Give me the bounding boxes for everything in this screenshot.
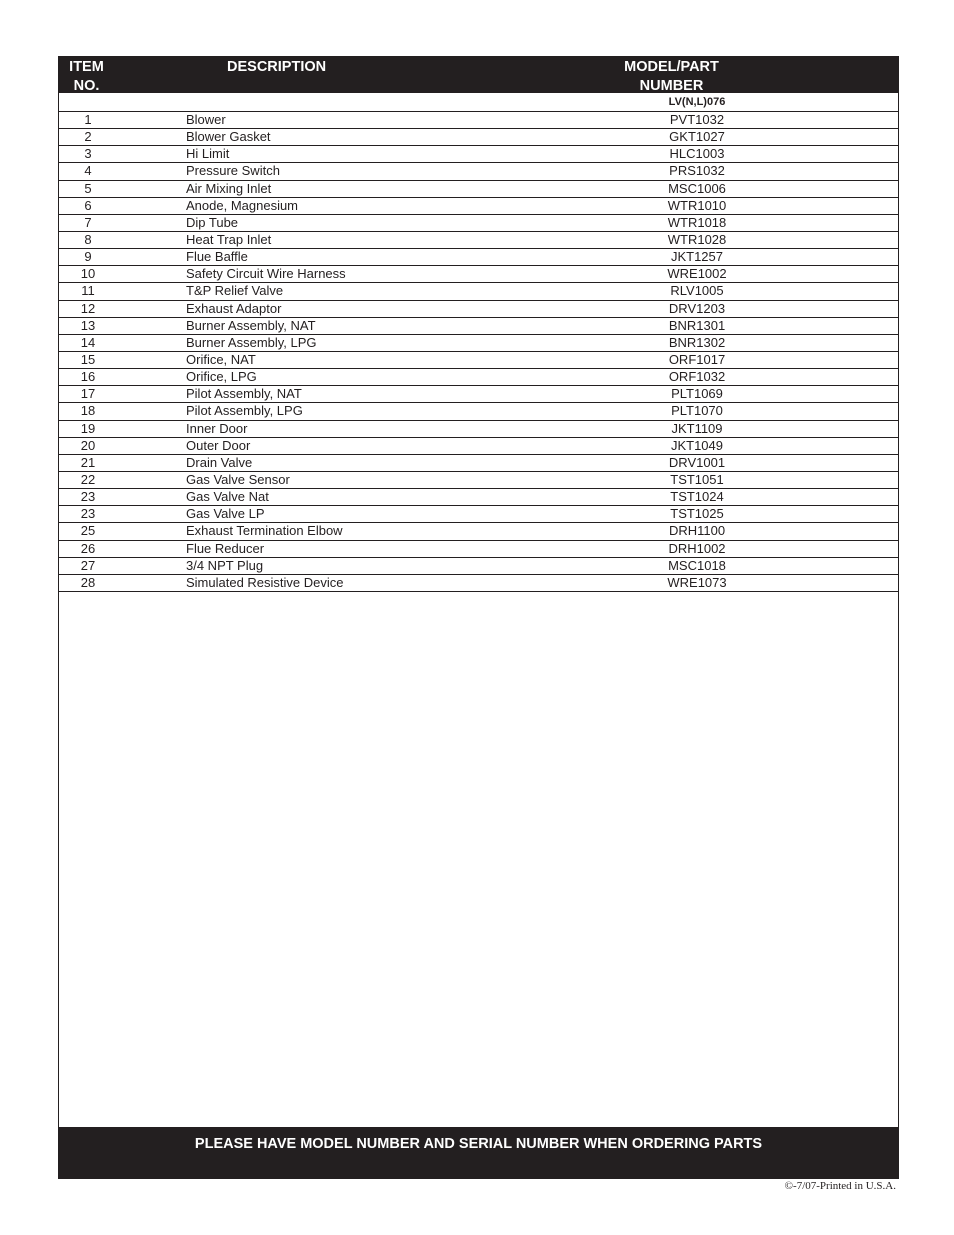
part-number: PLT1069: [671, 386, 723, 402]
item-number: 8: [84, 231, 92, 247]
part-number: MSC1006: [668, 180, 726, 196]
table-row: [59, 129, 898, 146]
part-number: HLC1003: [669, 146, 725, 162]
item-number: 5: [84, 180, 92, 196]
table-header: [59, 57, 898, 93]
part-description: T&P Relief Valve: [186, 283, 284, 299]
table-row: [59, 403, 898, 420]
table-row: [59, 335, 898, 352]
item-number: 26: [80, 540, 96, 556]
part-description: Dip Tube: [186, 214, 239, 230]
item-number: 3: [84, 146, 92, 162]
part-description: Inner Door: [186, 420, 248, 436]
model-number-row: [59, 93, 898, 112]
part-description: Safety Circuit Wire Harness: [186, 266, 346, 282]
part-description: Pressure Switch: [186, 163, 280, 179]
part-description: Pilot Assembly, LPG: [186, 403, 303, 419]
part-description: Flue Baffle: [186, 249, 248, 265]
item-number: 13: [80, 317, 96, 333]
part-description: 3/4 NPT Plug: [186, 557, 264, 573]
part-description: Outer Door: [186, 437, 251, 453]
item-header-line2: NO.: [73, 78, 100, 94]
part-number: BNR1301: [668, 317, 726, 333]
table-row: [59, 438, 898, 455]
table-row: [59, 266, 898, 283]
ordering-notice: PLEASE HAVE MODEL NUMBER AND SERIAL NUMBER WHEN ORDERING PARTS: [59, 1127, 898, 1178]
table-row: [59, 506, 898, 523]
parts-rows: [59, 112, 898, 592]
item-number: 27: [80, 557, 96, 573]
part-description: Orifice, LPG: [186, 369, 257, 385]
part-description: Hi Limit: [186, 146, 230, 162]
table-row: [59, 541, 898, 558]
part-number: MSC1018: [668, 557, 726, 573]
part-number: TST1051: [670, 471, 724, 487]
part-number: JKT1049: [670, 437, 724, 453]
part-description: Burner Assembly, NAT: [186, 317, 316, 333]
part-number: DRV1001: [668, 454, 726, 470]
part-number: WRE1073: [667, 574, 727, 590]
description-column-header: DESCRIPTION: [227, 59, 327, 75]
item-number: 18: [80, 403, 96, 419]
part-number: DRV1203: [668, 300, 726, 316]
part-description: Blower: [186, 112, 226, 127]
part-description: Anode, Magnesium: [186, 197, 299, 213]
part-description: Burner Assembly, LPG: [186, 334, 317, 350]
table-row: [59, 198, 898, 215]
model-header-line1: MODEL/PART: [624, 59, 719, 75]
part-number: WRE1002: [667, 266, 727, 282]
item-number: 15: [80, 351, 96, 367]
table-row: [59, 301, 898, 318]
part-number: TST1025: [670, 506, 724, 522]
table-row: [59, 181, 898, 198]
item-header-line1: ITEM: [69, 59, 104, 75]
part-number: DRH1100: [668, 523, 726, 539]
item-number: 7: [84, 214, 92, 230]
part-description: Gas Valve Sensor: [186, 471, 290, 487]
table-row: [59, 369, 898, 386]
item-number: 4: [84, 163, 92, 179]
model-part-column-header: [599, 58, 744, 96]
table-row: [59, 215, 898, 232]
part-number: JKT1257: [670, 249, 724, 265]
table-row: [59, 575, 898, 592]
item-number: 10: [80, 266, 96, 282]
model-number-label: LV(N,L)076: [668, 96, 726, 108]
table-row: [59, 163, 898, 180]
parts-list-table: [58, 56, 899, 1179]
table-row: [59, 455, 898, 472]
table-row: [59, 352, 898, 369]
item-number: 20: [80, 437, 96, 453]
part-number: TST1024: [670, 489, 724, 505]
item-number: 25: [80, 523, 96, 539]
table-row: [59, 421, 898, 438]
table-row: [59, 489, 898, 506]
item-number: 19: [80, 420, 96, 436]
item-number: 17: [80, 386, 96, 402]
part-number: WTR1010: [667, 197, 727, 213]
table-row: [59, 283, 898, 300]
item-number: 28: [80, 574, 96, 590]
table-row: [59, 386, 898, 403]
part-number: GKT1027: [669, 129, 725, 145]
part-description: Gas Valve Nat: [186, 489, 269, 505]
part-number: JKT1109: [671, 420, 723, 436]
item-number: 23: [80, 506, 96, 522]
table-row: [59, 318, 898, 335]
item-number: 14: [80, 334, 96, 350]
part-number: PLT1070: [671, 403, 723, 419]
table-row: [59, 249, 898, 266]
part-number: ORF1017: [668, 351, 726, 367]
item-number: 21: [80, 454, 96, 470]
table-row: [59, 146, 898, 163]
part-description: Heat Trap Inlet: [186, 231, 272, 247]
item-no-column-header: [59, 58, 114, 96]
item-number: 16: [80, 369, 96, 385]
part-description: Drain Valve: [186, 454, 253, 470]
part-number: WTR1028: [667, 231, 727, 247]
item-number: 12: [80, 300, 96, 316]
part-number: BNR1302: [668, 334, 726, 350]
item-number: 1: [84, 112, 92, 127]
part-number: RLV1005: [670, 283, 724, 299]
part-description: Flue Reducer: [186, 540, 265, 556]
part-number: PRS1032: [669, 163, 725, 179]
table-row: [59, 112, 898, 129]
copyright-text: ©-7/07-Printed in U.S.A.: [784, 1180, 896, 1192]
table-row: [59, 523, 898, 540]
item-number: 11: [81, 283, 95, 299]
part-description: Air Mixing Inlet: [186, 180, 272, 196]
part-number: PVT1032: [669, 112, 725, 127]
part-number: DRH1002: [668, 540, 726, 556]
item-number: 22: [80, 471, 96, 487]
table-row: [59, 558, 898, 575]
part-description: Gas Valve LP: [186, 506, 265, 522]
item-number: 2: [84, 129, 92, 145]
part-description: Orifice, NAT: [186, 351, 256, 367]
part-description: Exhaust Adaptor: [186, 300, 282, 316]
item-number: 9: [84, 249, 92, 265]
part-description: Simulated Resistive Device: [186, 574, 344, 590]
part-description: Exhaust Termination Elbow: [186, 523, 343, 539]
table-row: [59, 472, 898, 489]
part-number: ORF1032: [668, 369, 726, 385]
part-description: Pilot Assembly, NAT: [186, 386, 302, 402]
part-description: Blower Gasket: [186, 129, 271, 145]
table-row: [59, 232, 898, 249]
item-number: 6: [84, 197, 92, 213]
model-header-line2: NUMBER: [639, 78, 704, 94]
part-number: WTR1018: [667, 214, 727, 230]
item-number: 23: [80, 489, 96, 505]
